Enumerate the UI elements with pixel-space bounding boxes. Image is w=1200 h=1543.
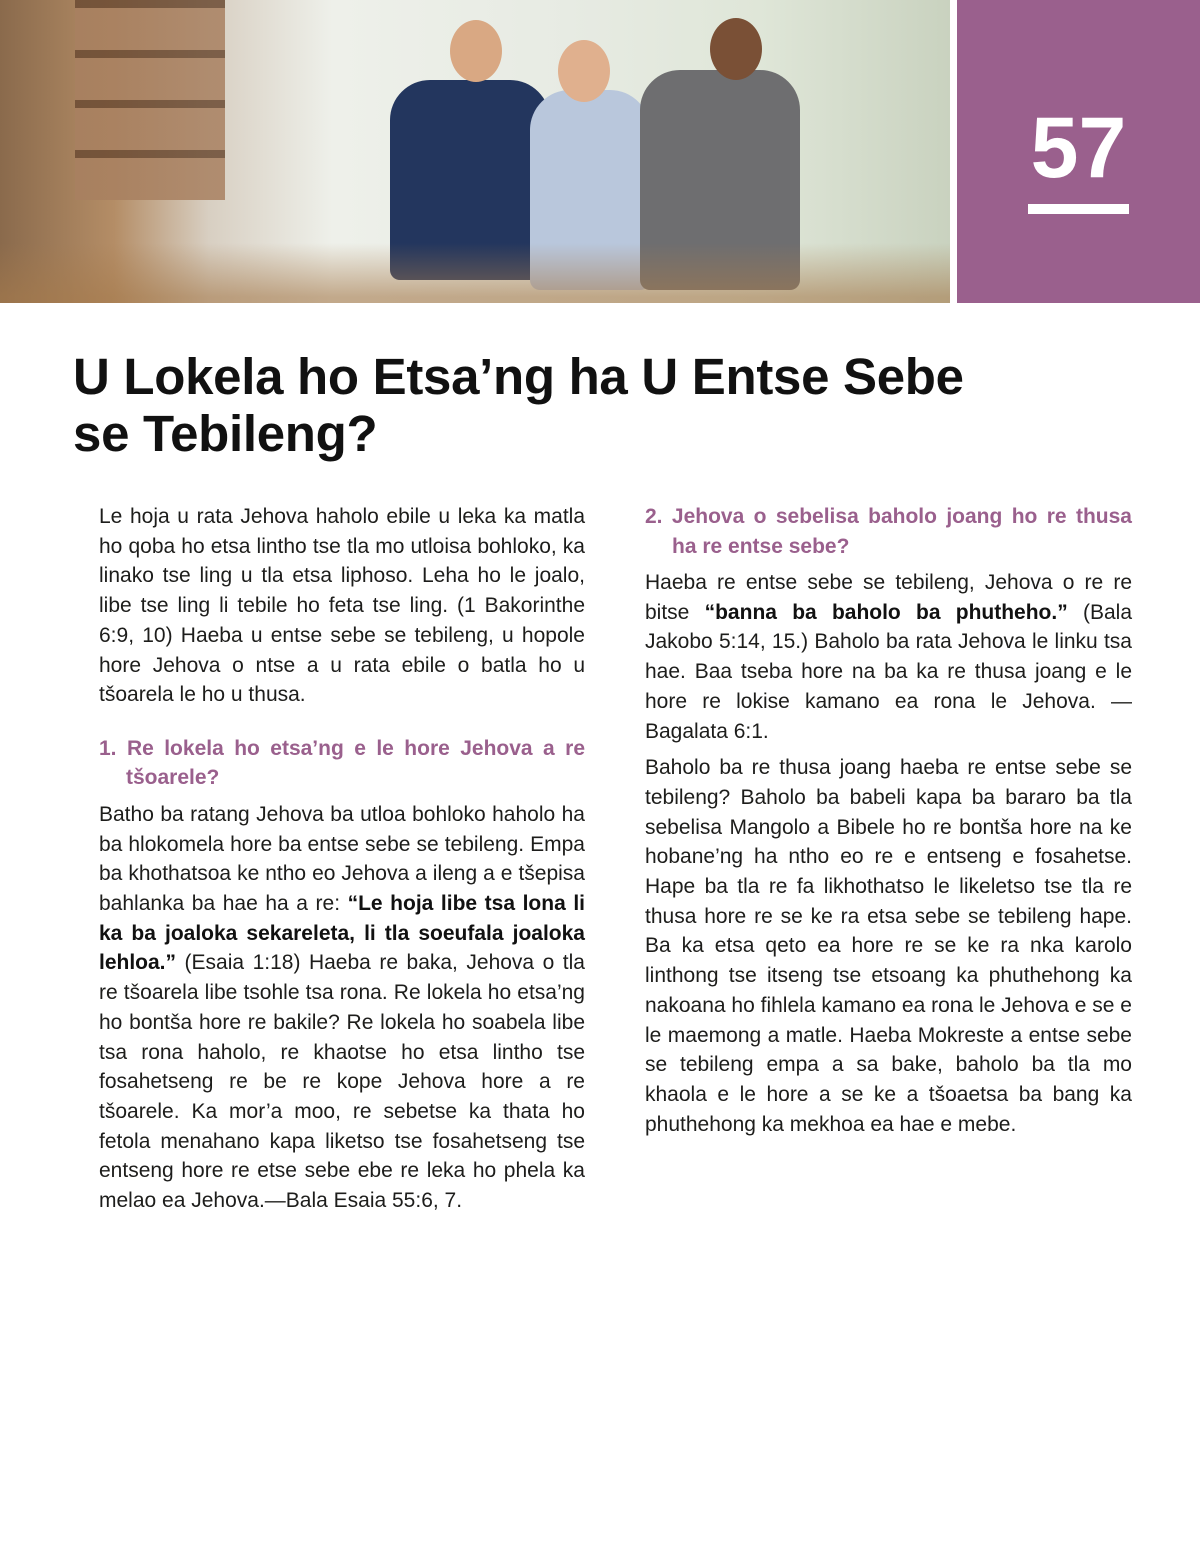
answer-2-paragraph-1 [645, 568, 1132, 746]
question-2: 2. Jehova o sebelisa baholo joang ho re thusa ha re entse sebe? [645, 505, 1132, 558]
bookshelf [75, 0, 225, 200]
lesson-number-panel [957, 0, 1200, 303]
bold-quote: “banna ba baholo ba phutheho.” [704, 600, 1068, 624]
text: (Bala Jakobo 5:14, 15.) Baholo ba rata Jehova le linku tsa hae. Baa tseba hore na ba ka re thusa joang e le hore re lokise kamano ea rona le Jehova. —Bagalata 6:1. [645, 600, 1132, 743]
chairs [0, 243, 950, 303]
text: Haeba re entse sebe se tebileng, Jehova o re re bitse [645, 571, 1132, 624]
text: Batho ba ratang Jehova ba utloa bohloko haholo ha ba hlokomela hore ba entse sebe se tebileng. Empa ba khothatsoa ke ntho eo Jehova a ileng a e tšepisa bahlanka ba hae ha a re: [99, 802, 585, 916]
lesson-number: 57 [1030, 100, 1127, 196]
head-center [558, 40, 610, 102]
question-1: 1. Re lokela ho etsa’ng e le hore Jehova a re tšoarele? [99, 736, 585, 790]
page-title: U Lokela ho Etsa’ng ha U Entse Sebe se Tebileng? [73, 348, 964, 462]
intro-paragraph: Le hoja u rata Jehova haholo ebile u leka ka matla ho qoba ho etsa lintho tse tla mo utloisa bohloko, ka linako tse ling u tla etsa liphoso. Leha ho le joalo, libe tse ling li tebile ho feta tse ling. (1 Bakorinthe 6:9, 10) Haeba u entse sebe se tebileng, u hopole hore Jehova o ntse a u rata ebile o batla ho u tšoarela le ho u thusa. [99, 505, 585, 707]
header-photo [0, 0, 950, 303]
lesson-number-underline [1028, 204, 1129, 214]
head-right [710, 18, 762, 80]
answer-2-paragraph-2: Baholo ba re thusa joang haeba re entse sebe se tebileng? Baholo ba babeli kapa ba bararo ba tla sebelisa Mangolo a Bibele ho re bontša hore na ke hobane’ng ha ntho eo re e entseng e fosahetse. Hape ba tla re fa likhothatso le likeletso tse tla re thusa hore re se ke ra etsa sebe se tebileng hape. Ba ka etsa qeto ea hore re se ke ra nka karolo linthong tse itseng tse etsoang ka phuthehong ka nakoana ho fihlela kamano ea rona le Jehova e se e le maemong a matle. Haeba Mokreste a entse sebe se tebileng empa a sa bake, baholo ba tla mo khaola e le hore a se ke a tšoaetsa ba bang ka phuthehong ka mekhoa ea hae e mebe. [645, 756, 1132, 1136]
text: (Esaia 1:18) Haeba re baka, Jehova o tla re tšoarela libe tsohle tsa rona. Re lokela ho etsa’ng ho bontša hore re bakile? Re lokela ho soabela libe tsa rona haholo, re khaotse ho etsa lintho tse fosahetseng re be re kope Jehova hore a re tšoarele. Ka mor’a moo, re sebetse ka thata ho fetola menahano kapa liketso tse fosahetseng tse entseng hore re etse sebe ebe re leka ho phela ka melao ea Jehova.—Bala Esaia 55:6, 7. [99, 951, 585, 1213]
answer-1-paragraph [99, 800, 585, 1216]
right-column [645, 502, 1132, 1146]
bold-quote: “Le hoja libe tsa lona li ka ba joaloka sekareleta, li tla soeufala joaloka lehloa.” [99, 892, 585, 975]
left-column [99, 502, 585, 1223]
head-left [450, 20, 502, 82]
